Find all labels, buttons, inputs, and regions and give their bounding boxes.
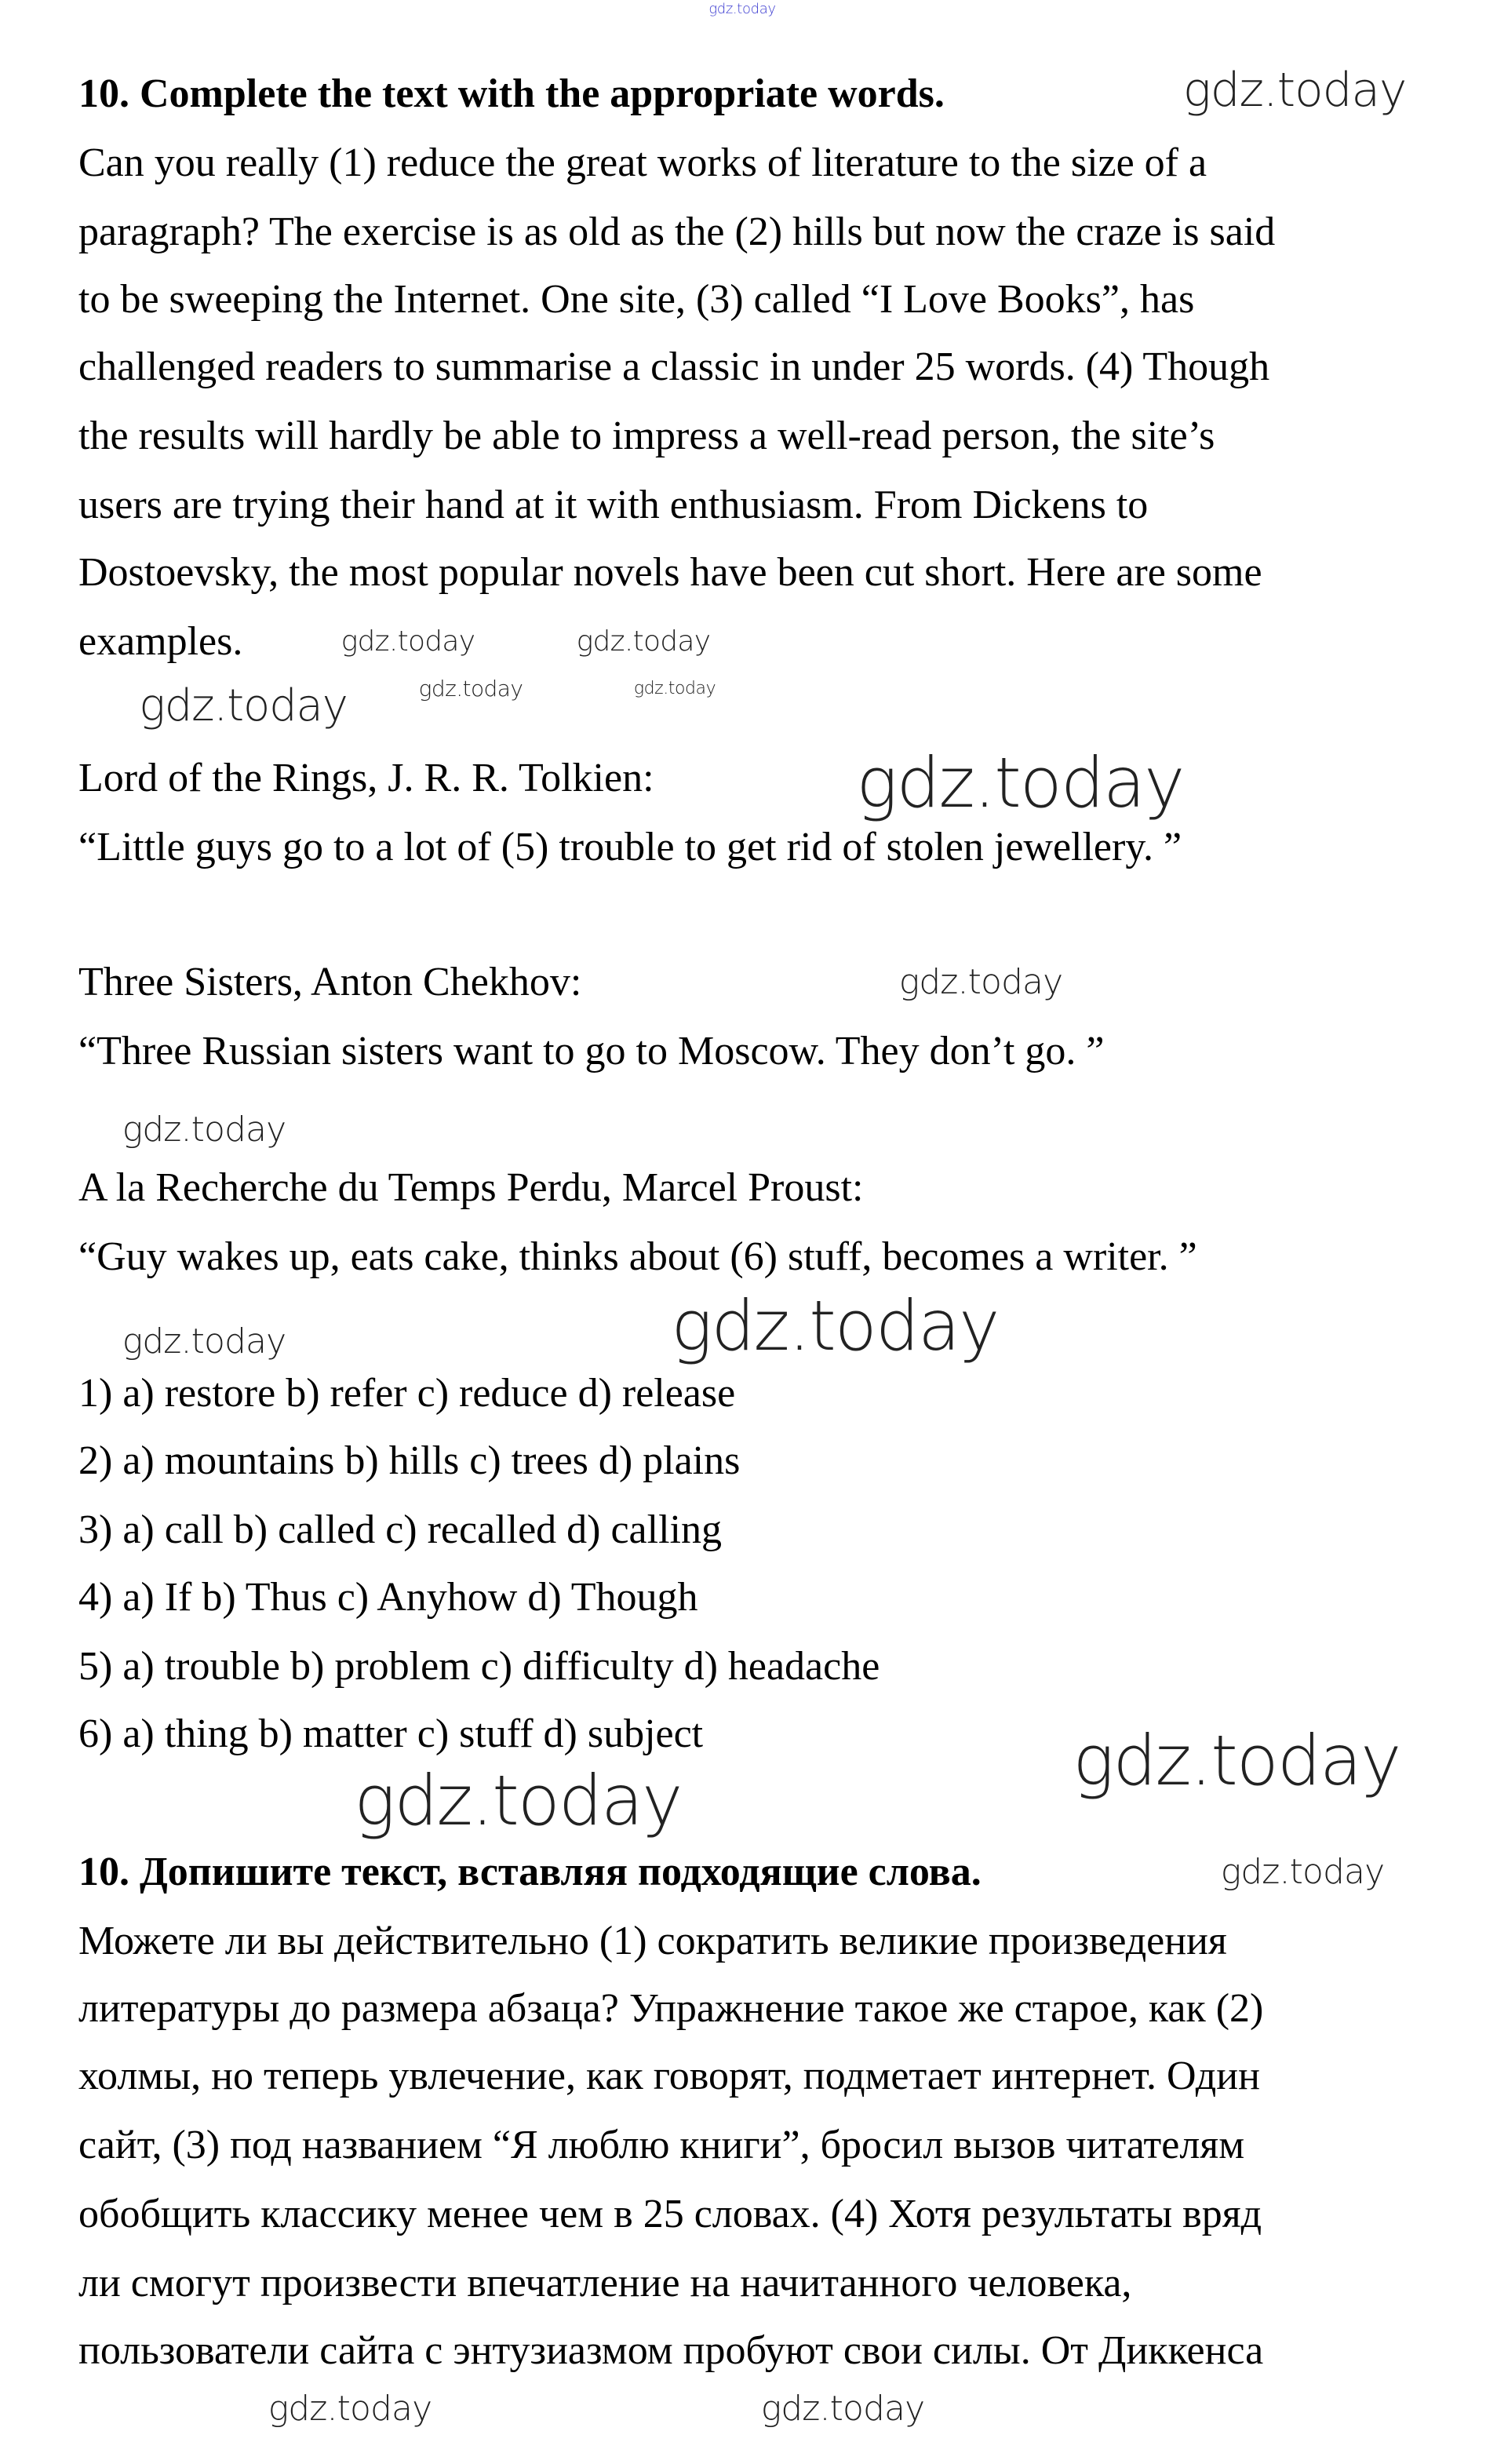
- watermark: gdz.today: [856, 742, 1184, 823]
- paragraph-line: challenged readers to summarise a classic in under 25 words. (4) Though: [78, 344, 1270, 389]
- watermark: gdz.today: [576, 625, 711, 658]
- example-title: Three Sisters, Anton Chekhov:: [78, 960, 582, 1004]
- example-title: Lord of the Rings, J. R. R. Tolkien:: [78, 756, 654, 800]
- watermark: gdz.today: [760, 2389, 925, 2429]
- example-quote: “Little guys go to a lot of (5) trouble to get rid of stolen jewellery. ”: [78, 825, 1182, 869]
- answer-option-line: 5) a) trouble b) problem c) difficulty d) headache: [78, 1644, 880, 1689]
- watermark: gdz.today: [418, 676, 523, 702]
- paragraph-line: пользователи сайта с энтузиазмом пробуют свои силы. От Диккенса: [78, 2328, 1264, 2373]
- answer-option-line: 6) a) thing b) matter c) stuff d) subject: [78, 1711, 704, 1756]
- paragraph-line: Dostoevsky, the most popular novels have been cut short. Here are some: [78, 550, 1262, 595]
- paragraph-line: to be sweeping the Internet. One site, (3) called “I Love Books”, has: [78, 277, 1195, 322]
- exercise-heading-russian: 10. Допишите текст, вставляя подходящие слова.: [78, 1850, 982, 1894]
- answer-option-line: 3) a) call b) called c) recalled d) calling: [78, 1507, 722, 1552]
- watermark: gdz.today: [1073, 1720, 1400, 1801]
- watermark: gdz.today: [354, 1760, 682, 1841]
- example-quote: “Three Russian sisters want to go to Moscow. They don’t go. ”: [78, 1029, 1105, 1073]
- watermark: gdz.today: [341, 625, 475, 658]
- paragraph-line: users are trying their hand at it with enthusiasm. From Dickens to: [78, 483, 1149, 527]
- paragraph-line: литературы до размера абзаца? Упражнение такое же старое, как (2): [78, 1986, 1264, 2031]
- watermark: gdz.today: [1182, 63, 1407, 118]
- paragraph-line: examples.: [78, 619, 243, 664]
- watermark: gdz.today: [268, 2389, 432, 2429]
- watermark: gdz.today: [122, 1321, 286, 1361]
- watermark: gdz.today: [633, 679, 716, 698]
- watermark: gdz.today: [708, 1, 776, 17]
- watermark: gdz.today: [671, 1285, 999, 1366]
- paragraph-line: обобщить классику менее чем в 25 словах. (4) Хотя результаты вряд: [78, 2192, 1262, 2236]
- paragraph-line: Can you really (1) reduce the great works of literature to the size of a: [78, 140, 1207, 185]
- watermark: gdz.today: [1220, 1852, 1385, 1892]
- exercise-heading-english: 10. Complete the text with the appropriate words.: [78, 71, 945, 116]
- paragraph-line: сайт, (3) под названием “Я люблю книги”, бросил вызов читателям: [78, 2123, 1245, 2167]
- answer-option-line: 1) a) restore b) refer c) reduce d) release: [78, 1371, 736, 1416]
- watermark: gdz.today: [898, 962, 1063, 1002]
- paragraph-line: paragraph? The exercise is as old as the (2) hills but now the craze is said: [78, 210, 1276, 254]
- example-title: A la Recherche du Temps Perdu, Marcel Proust:: [78, 1165, 864, 1210]
- paragraph-line: холмы, но теперь увлечение, как говорят, подметает интернет. Один: [78, 2054, 1260, 2098]
- watermark: gdz.today: [122, 1110, 286, 1150]
- answer-option-line: 2) a) mountains b) hills c) trees d) plains: [78, 1438, 741, 1483]
- paragraph-line: the results will hardly be able to impress a well-read person, the site’s: [78, 414, 1215, 458]
- paragraph-line: Можете ли вы действительно (1) сократить великие произведения: [78, 1919, 1227, 1963]
- paragraph-line: ли смогут произвести впечатление на начитанного человека,: [78, 2261, 1132, 2305]
- example-quote: “Guy wakes up, eats cake, thinks about (6) stuff, becomes a writer. ”: [78, 1234, 1197, 1279]
- answer-option-line: 4) a) If b) Thus c) Anyhow d) Though: [78, 1575, 698, 1620]
- watermark: gdz.today: [139, 680, 348, 731]
